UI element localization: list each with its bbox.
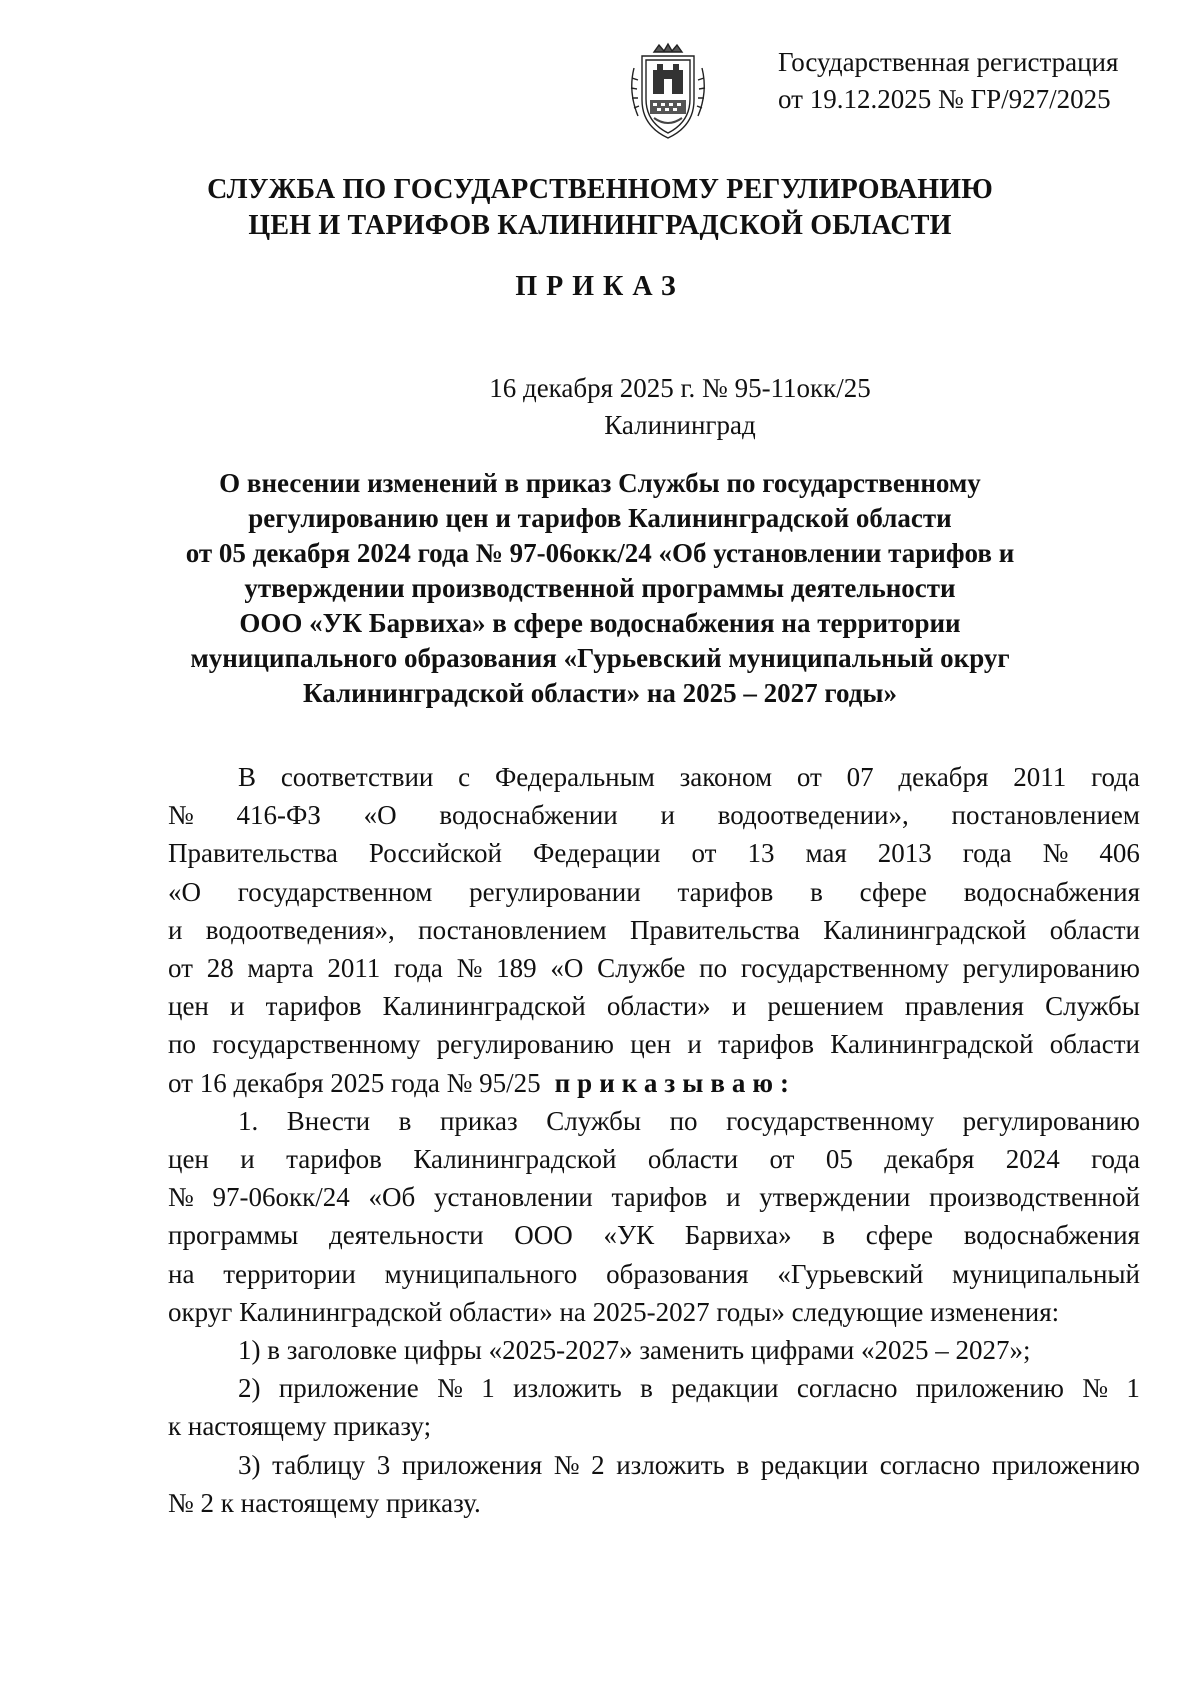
- word: и: [168, 914, 183, 945]
- word: №: [456, 953, 483, 984]
- preamble-line: [168, 758, 1140, 796]
- word: в: [822, 1220, 836, 1251]
- item-1-line: [168, 1255, 1140, 1293]
- word: правления: [904, 991, 1024, 1022]
- word: водоотведении»,: [717, 800, 909, 831]
- word: и: [240, 1144, 255, 1175]
- word: утверждении: [759, 1182, 911, 1213]
- title-line: ООО «УК Барвиха» в сфере водоснабжения на территории: [239, 608, 961, 638]
- word: 13: [747, 838, 775, 869]
- word: №: [1042, 838, 1069, 869]
- word: таблицу: [272, 1449, 366, 1480]
- word: области: [1049, 1029, 1140, 1060]
- word: 28: [206, 953, 234, 984]
- word: регулированию: [436, 1029, 614, 1060]
- word: Калининградской: [382, 991, 586, 1022]
- word: «Об: [368, 1182, 416, 1213]
- subitem-1: 1) в заголовке цифры «2025-2027» заменить цифрами «2025 – 2027»;: [238, 1335, 1031, 1366]
- word: №: [437, 1373, 463, 1404]
- document-body: [168, 758, 1140, 1522]
- word: В: [238, 762, 257, 792]
- word: №: [553, 1449, 580, 1480]
- word: ООО: [514, 1220, 573, 1251]
- word: №: [168, 1182, 194, 1213]
- subitem-2-line: к настоящему приказу;: [168, 1411, 432, 1442]
- preamble-final-line: [168, 1064, 1140, 1102]
- word: «Гурьевский: [777, 1258, 924, 1289]
- word: Службы: [546, 1105, 642, 1136]
- word: приказ: [439, 1105, 518, 1136]
- word: Правительства: [168, 838, 338, 869]
- word: редакции: [671, 1373, 779, 1404]
- word: приложения: [401, 1449, 543, 1480]
- word: №: [168, 800, 194, 831]
- word: государственному: [726, 1105, 935, 1136]
- word: тарифов: [265, 991, 362, 1022]
- word: водоотведения»,: [205, 914, 395, 945]
- word: по: [168, 1029, 196, 1060]
- word: в: [398, 1105, 412, 1136]
- word: 189: [496, 953, 537, 984]
- word: 07: [846, 762, 874, 792]
- preamble-line: [168, 949, 1140, 987]
- word: 2011: [327, 953, 381, 984]
- subitem-3-line: № 2 к настоящему приказу.: [168, 1487, 481, 1518]
- word: Калининградской: [830, 1029, 1034, 1060]
- word: государственному: [740, 953, 949, 984]
- word: и: [731, 991, 747, 1022]
- agency-name: [0, 172, 1200, 244]
- word: приложению: [991, 1449, 1140, 1480]
- word: приложение: [278, 1373, 419, 1404]
- word: Службе: [597, 953, 686, 984]
- word: государственном: [237, 876, 433, 907]
- preamble-line: [168, 987, 1140, 1025]
- word: декабря: [898, 762, 989, 792]
- agency-name-line-2: ЦЕН И ТАРИФОВ КАЛИНИНГРАДСКОЙ ОБЛАСТИ: [248, 210, 952, 241]
- item-1-line: [168, 1216, 1140, 1254]
- word: 2: [591, 1449, 605, 1480]
- item-1-line: [168, 1178, 1140, 1216]
- preamble-line: [168, 834, 1140, 872]
- document-type-heading: ПРИКАЗ: [515, 271, 685, 302]
- word: производственной: [929, 1182, 1140, 1213]
- document-title: [0, 466, 1200, 711]
- word: государственному: [212, 1029, 421, 1060]
- word: 406: [1099, 838, 1140, 869]
- order-date-block: [0, 370, 1200, 444]
- title-line: О внесении изменений в приказ Службы по государственному: [219, 468, 981, 498]
- preamble-line: [168, 911, 1140, 949]
- word: по: [669, 1105, 698, 1136]
- word: «О: [168, 876, 201, 907]
- word: цен: [630, 1029, 672, 1060]
- word: 2013: [877, 838, 932, 869]
- word: образования: [606, 1258, 749, 1289]
- preamble-last-text: от 16 декабря 2025 года № 95/25: [168, 1067, 541, 1098]
- title-line: утверждении производственной программы деятельности: [244, 573, 956, 603]
- word: сфере: [859, 876, 927, 907]
- word: марта: [247, 953, 314, 984]
- agency-name-line-1: СЛУЖБА ПО ГОСУДАРСТВЕННОМУ РЕГУЛИРОВАНИЮ: [207, 174, 993, 205]
- word: Федерации: [532, 838, 661, 869]
- item-1-line: [168, 1102, 1140, 1140]
- word: и: [230, 991, 245, 1022]
- word: 1.: [238, 1105, 259, 1136]
- word: 97-06окк/24: [212, 1182, 350, 1213]
- word: программы: [168, 1220, 299, 1251]
- word: тарифов: [286, 1144, 382, 1175]
- word: территории: [223, 1258, 356, 1289]
- item-1-line: округ Калининградской области» на 2025-2027 годы» следующие изменения:: [168, 1296, 1060, 1327]
- word: согласно: [796, 1373, 898, 1404]
- word: водоснабжения: [963, 1220, 1140, 1251]
- word: Калининградской: [413, 1144, 617, 1175]
- word: «УК: [603, 1220, 655, 1251]
- word: 2011: [1013, 762, 1067, 792]
- word: соответствии: [280, 762, 434, 792]
- word: года: [962, 838, 1012, 869]
- word: 2024: [1005, 1144, 1060, 1175]
- word: 2): [238, 1373, 261, 1404]
- word: и: [660, 800, 675, 831]
- order-date-number: 16 декабря 2025 г. № 95-11окк/25: [489, 373, 871, 403]
- title-line: муниципального образования «Гурьевский муниципальный округ: [190, 643, 1010, 673]
- word: с: [458, 762, 471, 792]
- word: законом: [679, 762, 773, 792]
- preamble-line: [168, 796, 1140, 834]
- word: муниципального: [384, 1258, 578, 1289]
- word: и: [726, 1182, 741, 1213]
- word: области: [1049, 914, 1140, 945]
- word: тарифов: [677, 876, 774, 907]
- word: года: [1091, 762, 1140, 792]
- word: согласно: [879, 1449, 981, 1480]
- word: 1: [1126, 1373, 1140, 1404]
- title-line: от 05 декабря 2024 года № 97-06окк/24 «Об установлении тарифов и: [185, 538, 1015, 568]
- word: Внести: [286, 1105, 371, 1136]
- word: тарифов: [718, 1029, 814, 1060]
- word: от: [769, 1144, 795, 1175]
- word: изложить: [616, 1449, 725, 1480]
- word: года: [394, 953, 443, 984]
- word: «О: [550, 953, 584, 984]
- word: деятельности: [329, 1220, 484, 1251]
- word: «О: [363, 800, 397, 831]
- order-word: приказываю:: [554, 1067, 797, 1098]
- word: мая: [805, 838, 847, 869]
- word: регулированию: [962, 953, 1140, 984]
- word: от: [796, 762, 822, 792]
- word: сфере: [865, 1220, 934, 1251]
- word: и: [687, 1029, 702, 1060]
- word: от: [168, 953, 193, 984]
- word: постановлением: [418, 914, 607, 945]
- word: редакции: [760, 1449, 869, 1480]
- word: цен: [168, 991, 209, 1022]
- item-1-line: [168, 1140, 1140, 1178]
- word: муниципальный: [952, 1258, 1140, 1289]
- word: Российской: [368, 838, 502, 869]
- word: водоснабжения: [963, 876, 1140, 907]
- subitem-2-line: [168, 1369, 1140, 1407]
- word: по: [699, 953, 728, 984]
- word: в: [640, 1373, 653, 1404]
- word: области»: [606, 991, 711, 1022]
- registration-stamp: [778, 44, 1178, 118]
- word: области: [647, 1144, 739, 1175]
- word: года: [1091, 1144, 1140, 1175]
- word: решением: [767, 991, 884, 1022]
- word: в: [736, 1449, 750, 1480]
- word: изложить: [513, 1373, 622, 1404]
- word: №: [1082, 1373, 1108, 1404]
- word: регулированию: [962, 1105, 1140, 1136]
- word: Службы: [1045, 991, 1140, 1022]
- coat-of-arms-icon: [626, 42, 710, 142]
- word: цен: [168, 1144, 209, 1175]
- word: декабря: [884, 1144, 975, 1175]
- word: 416-ФЗ: [236, 800, 321, 831]
- word: постановлением: [951, 800, 1140, 831]
- word: 05: [825, 1144, 853, 1175]
- word: 1: [481, 1373, 495, 1404]
- word: от: [691, 838, 717, 869]
- word: Барвиха»: [684, 1220, 792, 1251]
- word: водоснабжении: [439, 800, 618, 831]
- preamble-line: [168, 873, 1140, 911]
- word: регулировании: [469, 876, 641, 907]
- subitem-3-line: [168, 1446, 1140, 1484]
- word: тарифов: [611, 1182, 708, 1213]
- word: в: [810, 876, 823, 907]
- title-line: регулированию цен и тарифов Калининградской области: [248, 503, 952, 533]
- order-city: Калининград: [604, 410, 756, 440]
- registration-line-2: от 19.12.2025 № ГР/927/2025: [778, 84, 1111, 114]
- title-line: Калининградской области» на 2025 – 2027 годы»: [303, 678, 897, 708]
- word: Правительства: [629, 914, 800, 945]
- word: установлении: [434, 1182, 593, 1213]
- registration-line-1: Государственная регистрация: [778, 47, 1119, 77]
- word: на: [168, 1258, 195, 1289]
- word: Калининградской: [823, 914, 1027, 945]
- word: Федеральным: [494, 762, 655, 792]
- word: 3): [238, 1449, 261, 1480]
- preamble-line: [168, 1025, 1140, 1063]
- word: 3: [376, 1449, 391, 1480]
- word: приложению: [915, 1373, 1064, 1404]
